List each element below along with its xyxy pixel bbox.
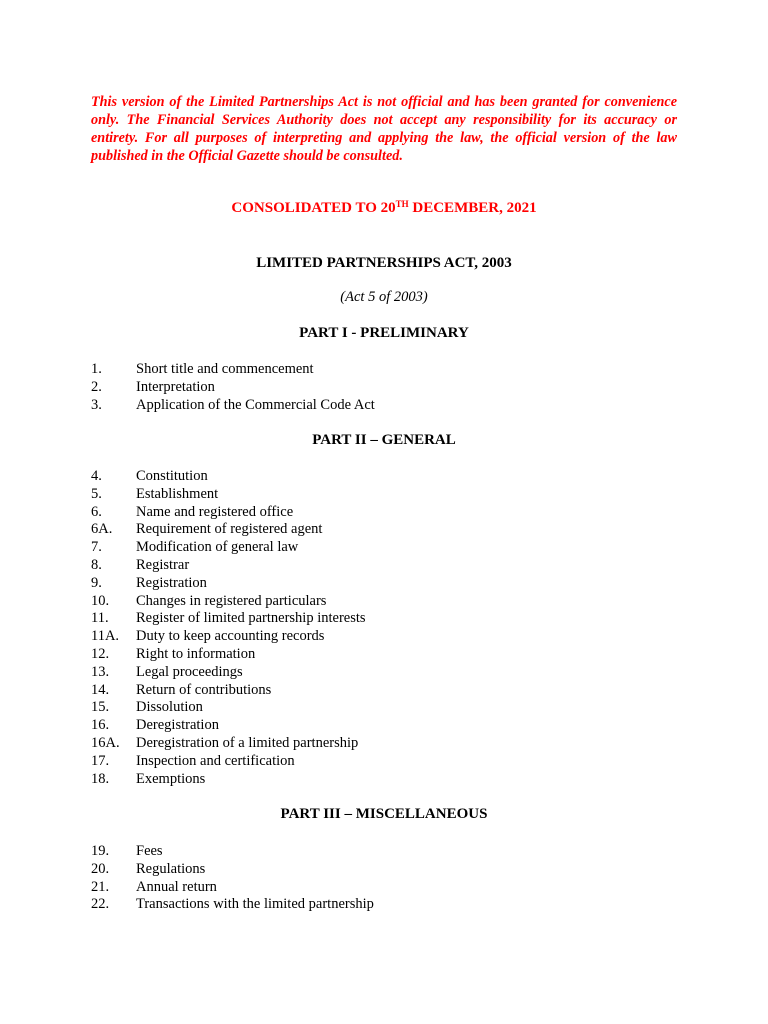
section-number: 8. xyxy=(91,556,102,573)
section-number: 9. xyxy=(91,574,102,591)
section-number: 1. xyxy=(91,361,102,377)
list-item xyxy=(91,575,691,593)
part-heading-3: PART III – MISCELLANEOUS xyxy=(280,806,488,822)
list-item xyxy=(91,610,691,628)
list-item xyxy=(91,486,691,504)
section-title: Requirement of registered agent xyxy=(136,521,323,538)
section-number: 12. xyxy=(91,645,110,662)
list-item xyxy=(91,521,691,539)
section-title: Short title and commencement xyxy=(136,361,314,377)
list-item xyxy=(91,699,691,717)
list-item xyxy=(91,593,691,611)
section-title: Dissolution xyxy=(136,699,203,716)
section-title: Return of contributions xyxy=(136,681,272,698)
list-item xyxy=(91,379,691,397)
section-number: 13. xyxy=(91,663,110,680)
section-number: 6. xyxy=(91,503,102,520)
consolidation-suffix: DECEMBER, 2021 xyxy=(408,200,537,216)
section-number: 14. xyxy=(91,681,110,698)
section-title: Inspection and certification xyxy=(136,752,295,769)
list-item xyxy=(91,843,691,861)
list-item xyxy=(91,628,691,646)
section-number: 20. xyxy=(91,860,110,877)
section-number: 16A. xyxy=(91,734,120,751)
section-title: Registration xyxy=(136,574,207,591)
list-item xyxy=(91,771,691,789)
part-2-section-list xyxy=(91,468,691,788)
list-item xyxy=(91,861,691,879)
section-title: Constitution xyxy=(136,468,208,484)
section-title: Name and registered office xyxy=(136,503,294,520)
section-number: 19. xyxy=(91,843,110,859)
disclaimer-notice: This version of the Limited Partnerships Act is not official and has been granted for convenience only. The Financial Services Authority does not accept any responsibility for its accuracy or entirety. For all purposes of interpreting and applying the law, the official version of the law published in the Official Gazette should be consulted. xyxy=(91,94,677,164)
section-title: Interpretation xyxy=(136,378,215,395)
consolidation-date xyxy=(0,200,768,217)
section-title: Fees xyxy=(136,843,163,859)
section-number: 7. xyxy=(91,539,102,556)
section-title: Deregistration xyxy=(136,717,219,734)
section-title: Legal proceedings xyxy=(136,663,243,680)
section-number: 5. xyxy=(91,485,102,502)
section-number: 21. xyxy=(91,878,110,895)
list-item xyxy=(91,646,691,664)
part-heading-2: PART II – GENERAL xyxy=(312,432,456,448)
section-number: 2. xyxy=(91,378,102,395)
list-item xyxy=(91,557,691,575)
list-item xyxy=(91,753,691,771)
section-number: 17. xyxy=(91,752,110,769)
section-number: 6A. xyxy=(91,521,113,538)
list-item xyxy=(91,539,691,557)
section-title: Changes in registered particulars xyxy=(136,592,327,609)
section-number: 3. xyxy=(91,396,102,413)
section-number: 22. xyxy=(91,896,110,913)
list-item xyxy=(91,682,691,700)
list-item xyxy=(91,397,691,415)
section-title: Right to information xyxy=(136,645,256,662)
act-number: (Act 5 of 2003) xyxy=(340,289,428,305)
section-title: Transactions with the limited partnership xyxy=(136,896,374,913)
list-item xyxy=(91,664,691,682)
section-title: Registrar xyxy=(136,556,190,573)
list-item xyxy=(91,504,691,522)
section-title: Deregistration of a limited partnership xyxy=(136,734,359,751)
act-title: LIMITED PARTNERSHIPS ACT, 2003 xyxy=(256,255,512,271)
list-item xyxy=(91,468,691,486)
section-title: Modification of general law xyxy=(136,539,299,556)
list-item xyxy=(91,361,691,379)
part-1-section-list xyxy=(91,361,691,414)
consolidation-prefix: CONSOLIDATED TO 20 xyxy=(231,200,396,216)
section-title: Establishment xyxy=(136,485,219,502)
section-number: 11A. xyxy=(91,628,120,645)
section-number: 16. xyxy=(91,717,110,734)
section-title: Duty to keep accounting records xyxy=(136,628,325,645)
list-item xyxy=(91,879,691,897)
section-number: 15. xyxy=(91,699,110,716)
section-title: Exemptions xyxy=(136,770,206,787)
section-number: 18. xyxy=(91,770,110,787)
section-title: Regulations xyxy=(136,860,206,877)
section-title: Register of limited partnership interests xyxy=(136,610,366,627)
list-item xyxy=(91,735,691,753)
section-title: Annual return xyxy=(136,878,217,895)
list-item xyxy=(91,717,691,735)
consolidation-superscript: TH xyxy=(395,199,409,209)
list-item xyxy=(91,896,691,914)
section-title: Application of the Commercial Code Act xyxy=(136,396,375,413)
section-number: 11. xyxy=(91,610,109,627)
part-heading-1: PART I - PRELIMINARY xyxy=(299,325,469,341)
part-3-section-list xyxy=(91,843,691,914)
section-number: 4. xyxy=(91,468,102,484)
section-number: 10. xyxy=(91,592,110,609)
